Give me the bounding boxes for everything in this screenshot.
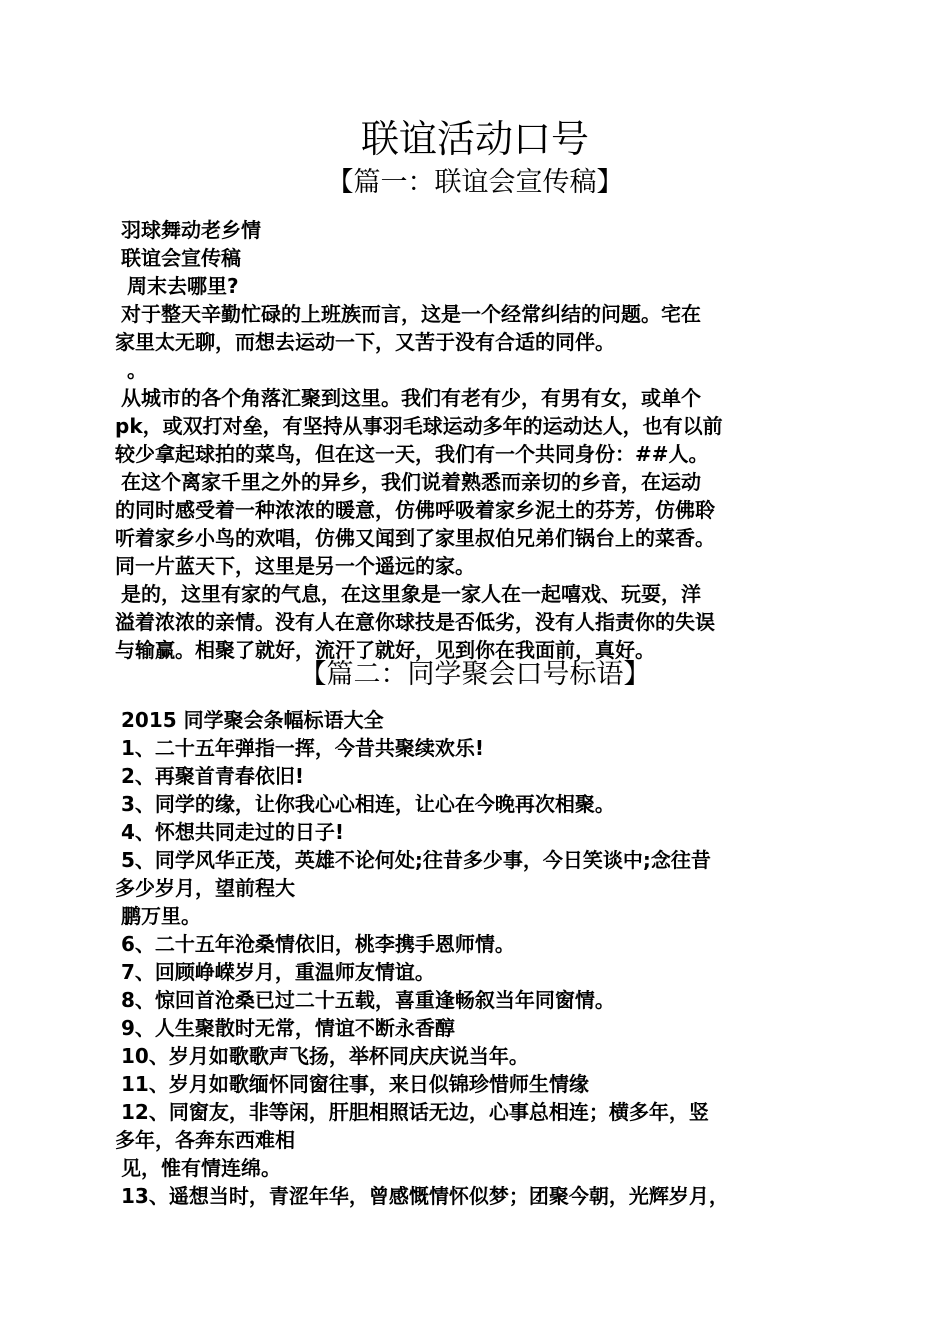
paragraph-line: 。 <box>127 358 147 382</box>
paragraph-line: 家里太无聊，而想去运动一下，又苦于没有合适的同伴。 <box>115 330 615 354</box>
list-item: 1、二十五年弹指一挥，今昔共聚续欢乐! <box>121 736 485 760</box>
section1-body <box>115 216 840 664</box>
list-item: 5、同学风华正茂，英雄不论何处;往昔多少事，今日笑谈中;念往昔 <box>121 848 711 872</box>
paragraph-line: 是的，这里有家的气息，在这里象是一家人在一起嘻戏、玩耍，洋 <box>121 582 701 606</box>
list-item: 10、岁月如歌歌声飞扬，举杯同庆庆说当年。 <box>121 1044 529 1068</box>
section2-body <box>115 706 840 1210</box>
list-item: 12、同窗友，非等闲，肝胆相照话无边，心事总相连；横多年，竖 <box>121 1100 709 1124</box>
list-item: 见，惟有情连绵。 <box>121 1156 281 1180</box>
paragraph-line: 的同时感受着一种浓浓的暖意，仿佛呼吸着家乡泥土的芬芳，仿佛聆 <box>115 498 715 522</box>
paragraph-line: 较少拿起球拍的菜鸟，但在这一天，我们有一个共同身份：##人。 <box>115 442 709 466</box>
paragraph-line: 听着家乡小鸟的欢唱，仿佛又闻到了家里叔伯兄弟们锅台上的菜香。 <box>115 526 715 550</box>
paragraph-line: 联谊会宣传稿 <box>121 246 241 270</box>
list-item: 6、二十五年沧桑情依旧，桃李携手恩师情。 <box>121 932 515 956</box>
list-item: 9、人生聚散时无常，情谊不断永香醇 <box>121 1016 455 1040</box>
paragraph-line: 从城市的各个角落汇聚到这里。我们有老有少，有男有女，或单个 <box>121 386 701 410</box>
list-item: 11、岁月如歌缅怀同窗往事，来日似锦珍惜师生情缘 <box>121 1072 589 1096</box>
section1-heading: 【篇一：联谊会宣传稿】 <box>326 167 624 198</box>
list-item: 13、遥想当时，青涩年华，曾感慨情怀似梦；团聚今朝，光辉岁月， <box>121 1184 729 1208</box>
paragraph-line: 在这个离家千里之外的异乡，我们说着熟悉而亲切的乡音，在运动 <box>121 470 701 494</box>
list-item: 3、同学的缘，让你我心心相连，让心在今晚再次相聚。 <box>121 792 615 816</box>
paragraph-line: 同一片蓝天下，这里是另一个遥远的家。 <box>115 554 475 578</box>
list-item: 4、怀想共同走过的日子! <box>121 820 345 844</box>
list-item: 2015 同学聚会条幅标语大全 <box>121 708 384 732</box>
paragraph-line: 溢着浓浓的亲情。没有人在意你球技是否低劣，没有人指责你的失误 <box>115 610 715 634</box>
paragraph-line: pk，或双打对垒，有坚持从事羽毛球运动多年的运动达人，也有以前 <box>115 414 723 438</box>
paragraph-line: 羽球舞动老乡情 <box>121 218 261 242</box>
list-item: 2、再聚首青春依旧! <box>121 764 305 788</box>
list-item: 鹏万里。 <box>121 904 201 928</box>
paragraph-line: 对于整天辛勤忙碌的上班族而言，这是一个经常纠结的问题。宅在 <box>121 302 701 326</box>
document-title: 联谊活动口号 <box>360 117 589 161</box>
list-item: 多少岁月，望前程大 <box>115 876 295 900</box>
paragraph-line: 与输赢。相聚了就好，流汗了就好，见到你在我面前，真好。 <box>115 638 655 662</box>
list-item: 7、回顾峥嵘岁月，重温师友情谊。 <box>121 960 435 984</box>
list-item: 8、惊回首沧桑已过二十五载，喜重逢畅叙当年同窗情。 <box>121 988 615 1012</box>
paragraph-line: 周末去哪里? <box>127 274 239 298</box>
list-item: 多年，各奔东西难相 <box>115 1128 295 1152</box>
section2-heading: 【篇二：同学聚会口号标语】 <box>299 659 651 690</box>
